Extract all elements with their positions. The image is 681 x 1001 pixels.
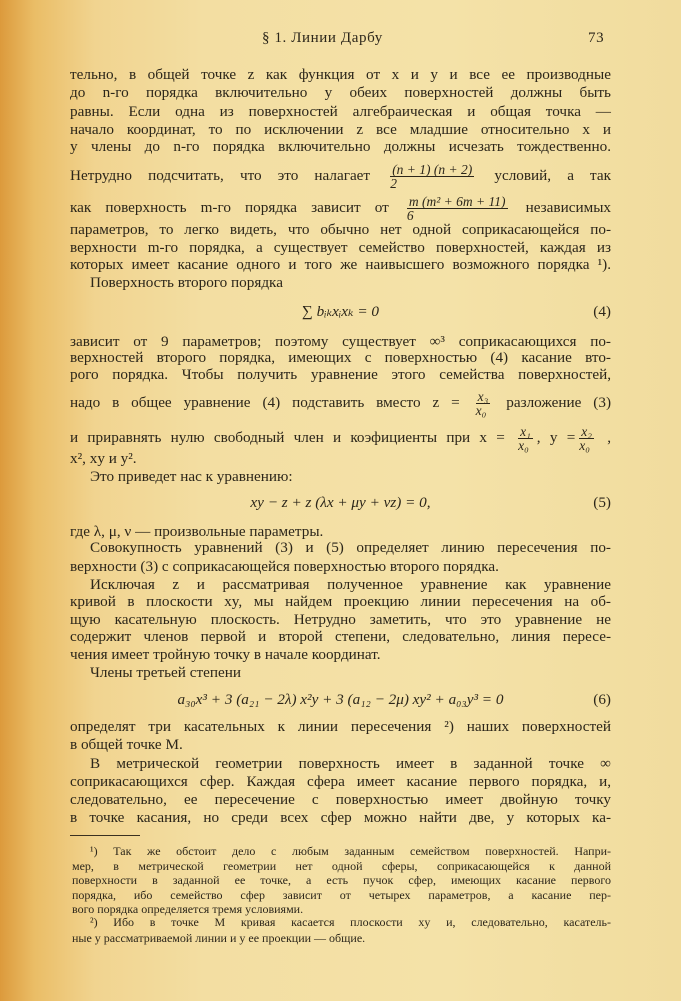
text-segment: Нетрудно подсчитать, что это налагает bbox=[70, 166, 371, 184]
equation-formula: ∑ bᵢₖxᵢxₖ = 0 bbox=[301, 303, 380, 320]
fraction-denominator: x₀ bbox=[518, 438, 529, 453]
fraction-numerator: x₁ bbox=[520, 424, 531, 439]
footnote-line: ные у рассматриваемой линии и у ее проекции — общие. bbox=[72, 931, 366, 945]
text-line: Поверхность второго порядка bbox=[90, 274, 283, 291]
fraction-denominator: 6 bbox=[406, 208, 414, 223]
fraction-numerator: x₂ bbox=[581, 424, 592, 439]
text-line: чения имеет тройную точку в начале координат. bbox=[70, 646, 381, 663]
page-number: 73 bbox=[588, 30, 605, 46]
text-line: начало координат, то по исключении z все младшие относительно x и bbox=[70, 121, 611, 138]
text-line: в общей точке M. bbox=[70, 736, 183, 753]
equation-number: (4) bbox=[593, 303, 611, 320]
fraction-numerator: x₃ bbox=[477, 389, 489, 404]
equation bbox=[70, 493, 611, 513]
text-line: до n-го порядка включительно у обеих поверхностей должны быть bbox=[70, 84, 611, 101]
footnote-divider bbox=[70, 835, 140, 836]
text-segment: как поверхность m-го порядка зависит от bbox=[70, 198, 389, 216]
fraction bbox=[390, 163, 474, 190]
equation bbox=[70, 302, 611, 322]
text-segment: и приравнять нулю свободный член и коэфициенты при x = bbox=[70, 428, 505, 446]
text-line: где λ, μ, ν — произвольные параметры. bbox=[70, 523, 324, 540]
text-line: щую касательную плоскость. Нетрудно заметить, что это уравнение не bbox=[70, 611, 611, 628]
text-line: определят три касательных к линии пересечения ²) наших поверхностей bbox=[70, 718, 611, 735]
fraction-denominator: x₀ bbox=[475, 403, 487, 418]
text-segment: независимых bbox=[525, 198, 611, 216]
text-line: кривой в плоскости xy, мы найдем проекцию линии пересечения на об- bbox=[70, 593, 611, 610]
fraction-denominator: x₀ bbox=[579, 438, 590, 453]
equation-number: (6) bbox=[593, 691, 611, 708]
fraction bbox=[579, 425, 594, 452]
footnote-line: ¹) Так же обстоит дело с любым заданным семейством поверхностей. Напри- bbox=[90, 844, 611, 858]
text-segment: , y = bbox=[536, 428, 576, 446]
running-header: § 1. Линии Дарбу bbox=[262, 30, 383, 46]
fraction bbox=[476, 390, 491, 417]
fraction-denominator: 2 bbox=[390, 176, 397, 191]
text-line: соприкасающихся сфер. Каждая сфера имеет касание первого порядка, и, bbox=[70, 773, 611, 790]
footnote-line: мер, в метрической геометрии нет одной сферы, соприкасающейся к данной bbox=[72, 859, 611, 873]
fraction bbox=[407, 195, 508, 222]
equation-formula: a₃₀x³ + 3 (a₂₁ − 2λ) x²y + 3 (a₁₂ − 2μ) xy² + a₀₃y³ = 0 bbox=[177, 691, 504, 708]
text-line: рого порядка. Чтобы получить уравнение этого семейства поверхностей, bbox=[70, 366, 611, 383]
text-line: x², xy и y². bbox=[70, 450, 137, 467]
text-line: зависит от 9 параметров; поэтому существует ∞³ соприкасающихся по- bbox=[70, 333, 611, 350]
text-line: Совокупность уравнений (3) и (5) определяет линию пересечения по- bbox=[90, 539, 611, 556]
text-line: верхности (3) с соприкасающейся поверхностью второго порядка. bbox=[70, 558, 499, 575]
text-line: содержит членов первой и второй степени, следовательно, линия пересе- bbox=[70, 628, 611, 645]
text-line-with-fraction bbox=[70, 389, 612, 418]
footnote-line: поверхности в заданной ее точке, а есть пучок сфер, имеющих касание первого bbox=[72, 873, 611, 887]
text-line: y члены до n-го порядка включительно должны исчезать тождественно. bbox=[70, 138, 611, 155]
text-line: верхности m-го порядка, а существует семейство поверхностей, каждая из bbox=[70, 239, 611, 256]
text-line: В метрической геометрии поверхность имеет в заданной точке ∞ bbox=[90, 755, 611, 772]
equation-formula: xy − z + z (λx + μy + νz) = 0, bbox=[250, 494, 431, 511]
fraction-numerator: (n + 1) (n + 2) bbox=[392, 162, 473, 177]
text-segment: надо в общее уравнение (4) подставить вместо z = bbox=[70, 393, 460, 411]
equation bbox=[70, 690, 611, 710]
footnote-line: ²) Ибо в точке M кривая касается плоскости xy и, следовательно, касатель- bbox=[90, 915, 611, 929]
text-line: Исключая z и рассматривая полученное уравнение как уравнение bbox=[90, 576, 611, 593]
text-line: Члены третьей степени bbox=[90, 664, 241, 681]
text-segment: , bbox=[607, 428, 612, 446]
text-line: в точке касания, но среди всех сфер можно найти две, у которых ка- bbox=[70, 809, 611, 826]
text-line: верхностей второго порядка, имеющих с поверхностью (4) касание вто- bbox=[70, 349, 611, 366]
footnote-line: вого порядка определяется тремя условиями. bbox=[72, 902, 304, 916]
text-line-with-fraction bbox=[70, 424, 612, 453]
text-line: которых имеет касание одного и того же наивысшего возможного порядка ¹). bbox=[70, 256, 611, 273]
text-line: Это приведет нас к уравнению: bbox=[90, 468, 293, 485]
text-line: параметров, то легко видеть, что обычно нет одной соприкасающейся по- bbox=[70, 221, 611, 238]
text-line: следовательно, ее пересечение с поверхностью имеет двойную точку bbox=[70, 791, 611, 808]
text-segment: условий, а так bbox=[494, 166, 611, 184]
text-line: равны. Если одна из поверхностей алгебраическая и общая точка — bbox=[70, 103, 611, 120]
fraction-numerator: m (m² + 6m + 11) bbox=[408, 194, 506, 209]
text-line-with-fraction bbox=[70, 194, 611, 223]
text-segment: разложение (3) bbox=[506, 393, 612, 411]
text-line-with-fraction bbox=[70, 162, 611, 191]
footnote-line: порядка, ибо семейство сфер зависит от четырех параметров, а касание пер- bbox=[72, 888, 611, 902]
equation-number: (5) bbox=[593, 494, 611, 511]
text-line: тельно, в общей точке z как функция от x и y и все ее производные bbox=[70, 66, 611, 83]
fraction bbox=[518, 425, 533, 452]
